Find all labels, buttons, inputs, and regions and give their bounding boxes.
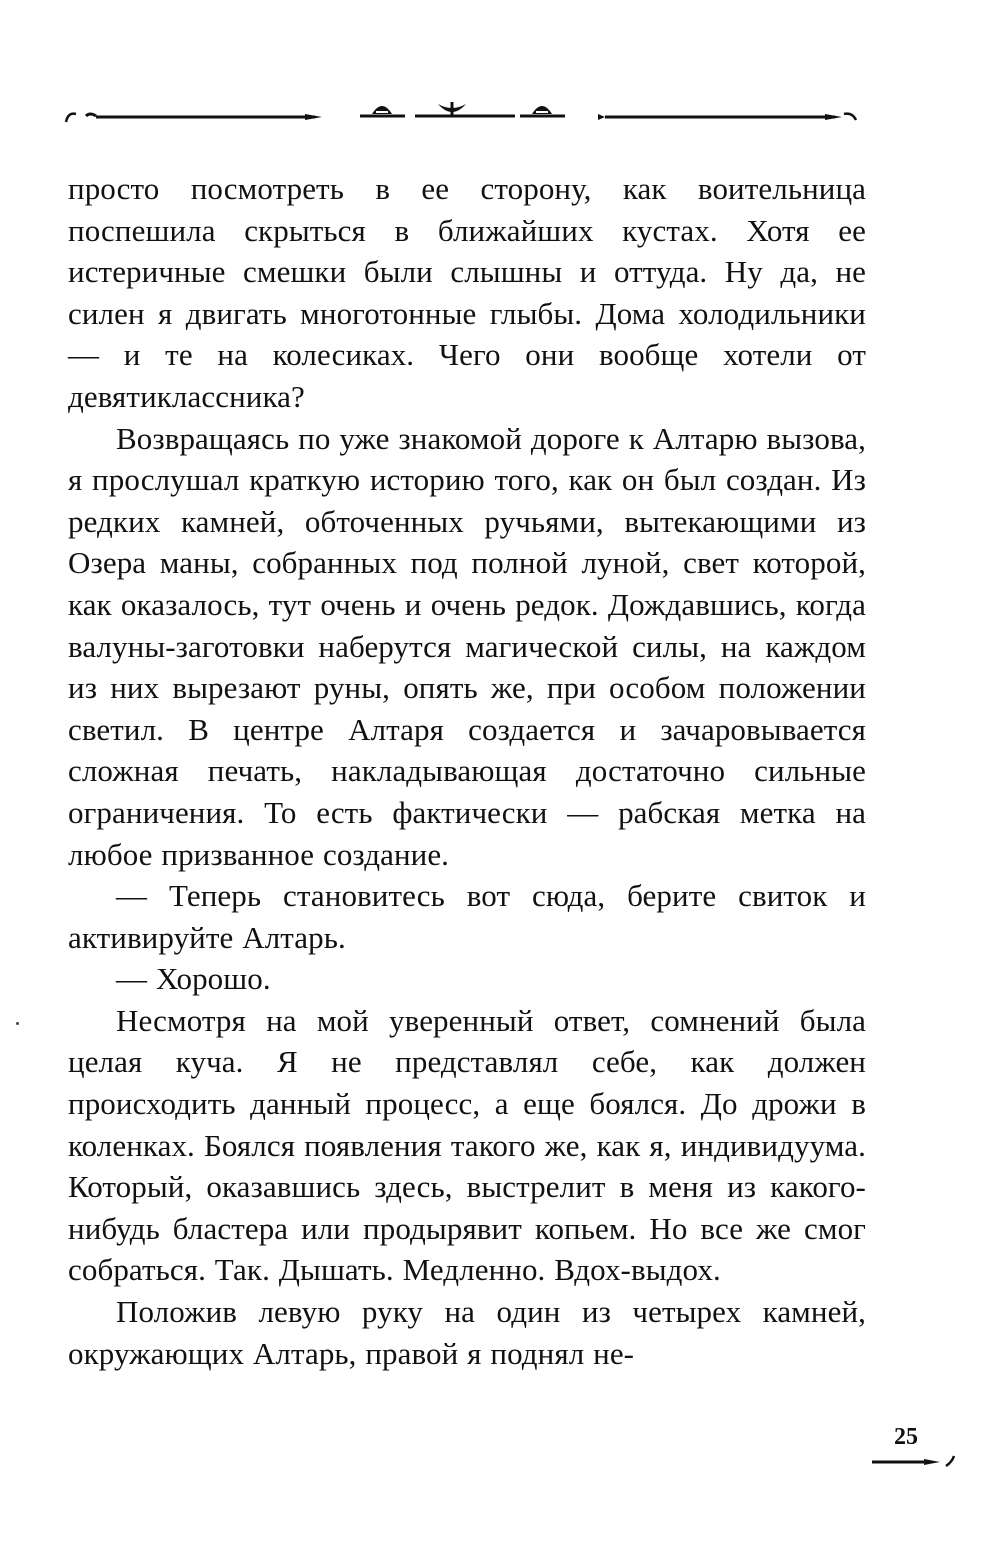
body-text — [68, 168, 866, 1374]
dialogue-line: — Теперь становитесь вот сюда, берите свиток и активируйте Алтарь. — [68, 878, 866, 955]
page-number: 25 — [894, 1424, 918, 1450]
paragraph: просто посмотреть в ее сторону, как воительница поспешила скрыться в ближайших кустах. Хотя ее истеричные смешки были слышны и оттуда. Ну да, не силен я двигать многотонные глыбы. Дома холодильники — и те на колесиках. Чего они вообще хотели от девятиклассника? — [68, 171, 866, 414]
footer-ornament-icon — [870, 1448, 960, 1478]
page-footer — [860, 1418, 960, 1478]
paragraph: Положив левую руку на один из четырех камней, окружающих Алтарь, правой я поднял не- — [68, 1294, 866, 1371]
print-speck — [16, 1022, 19, 1025]
header-ornament-icon — [60, 90, 880, 140]
dialogue-line: — Хорошо. — [116, 961, 271, 997]
paragraph: Несмотря на мой уверенный ответ, сомнений была целая куча. Я не представлял себе, как должен происходить данный процесс, а еще боялся. До дрожи в коленках. Боялся появления такого же, как я, индивидуума. Который, оказавшись здесь, выстрелит в меня из какого-нибудь бластера или продырявит копьем. Но все же смог собраться. Так. Дышать. Медленно. Вдох-выдох. — [68, 1002, 866, 1288]
paragraph: Возвращаясь по уже знакомой дороге к Алтарю вызова, я прослушал краткую историю того, как он был создан. Из редких камней, обточенных ручьями, вытекающими из Озера маны, собранных под полной луной, свет которой, как оказалось, тут очень и очень редок. Дождавшись, когда валуны-заготовки наберутся магической силы, на каждом из них вырезают руны, опять же, при особом положении светил. В центре Алтаря создается и зачаровывается сложная печать, накладывающая достаточно сильные ограничения. То есть фактически — рабская метка на любое призванное создание. — [68, 420, 866, 872]
